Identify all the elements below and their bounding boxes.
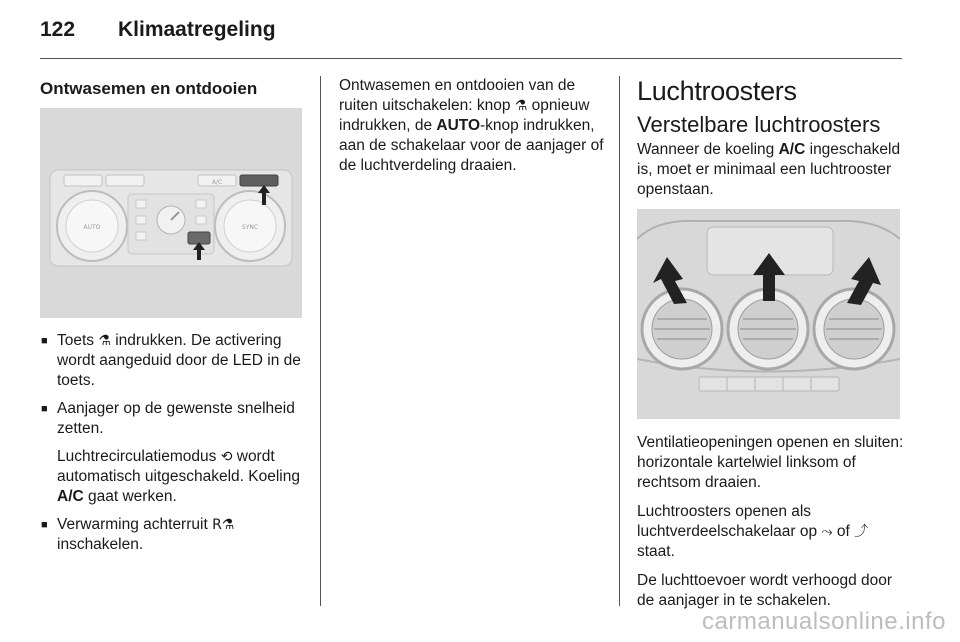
rear-window-heating-icon: R⚗ [212, 517, 235, 533]
auto-knob-label: AUTO [83, 224, 101, 231]
section-title-air-vents: Luchtroosters [637, 76, 797, 106]
sync-knob-label: SYNC [241, 224, 259, 231]
air-distribution-upper-icon: ⤳ [821, 524, 833, 540]
windscreen-defrost-icon: ⚗ [98, 333, 111, 349]
column-3 [637, 76, 905, 209]
rear-window-button [240, 175, 278, 186]
vent-blower-paragraph: De luchttoevoer wordt verhoogd door de aanjager in te schakelen. [637, 572, 893, 609]
ac-button-label: A/C [211, 179, 223, 186]
subsection-title-adjustable-vents: Verstelbare luchtroosters [637, 112, 881, 137]
ac-vent-paragraph: Wanneer de koeling A/C ingeschakeld is, moet er minimaal een luchtrooster openstaan. [637, 141, 901, 198]
column-1 [40, 78, 306, 110]
chapter-title: Klimaatregeling [118, 18, 276, 41]
climate-panel-illustration [40, 108, 302, 318]
climate-panel-figure [40, 108, 302, 318]
list-item: ■ Aanjager op de gewenste snelheid zetten. Luchtrecirculatiemodus ⟲ wordt automatisch uitgeschakeld. Koeling A/C gaat werken. [40, 399, 310, 507]
defrost-off-paragraph: Ontwasemen en ontdooien van de ruiten uitschakelen: knop ⚗ opnieuw indrukken, de AUTO-knop indrukken, aan de schakelaar voor de aanjager of de luchtverdeling draaien. [339, 77, 604, 174]
air-distribution-upper-lower-icon: ⤴ [854, 524, 869, 540]
list-item: ■ Toets ⚗ indrukken. De activering wordt aangeduid door de LED in de toets. [40, 331, 310, 391]
windscreen-defrost-icon: ⚗ [514, 98, 528, 114]
column-divider-2 [619, 76, 620, 606]
vent-distribution-paragraph: Luchtroosters openen als luchtverdeelschakelaar op ⤳ of ⤴ staat. [637, 503, 869, 560]
page-number: 122 [40, 18, 76, 41]
column-2 [339, 76, 604, 185]
page-header [40, 18, 276, 42]
recirculation-icon: ⟲ [220, 449, 233, 465]
air-vents-illustration [637, 209, 900, 419]
header-rule [40, 58, 902, 59]
list-item: ■ Verwarming achterruit R⚗ inschakelen. [40, 515, 310, 555]
watermark: carmanualsonline.info [702, 608, 946, 635]
section-heading-defrost: Ontwasemen en ontdooien [40, 79, 258, 98]
column-divider-1 [320, 76, 321, 606]
vent-instructions [637, 433, 905, 620]
air-vents-figure [637, 209, 900, 419]
vent-open-close-paragraph: Ventilatieopeningen openen en sluiten: horizontale kartelwiel linksom of rechtsom draaien. [637, 434, 904, 491]
defrost-steps [40, 331, 310, 563]
